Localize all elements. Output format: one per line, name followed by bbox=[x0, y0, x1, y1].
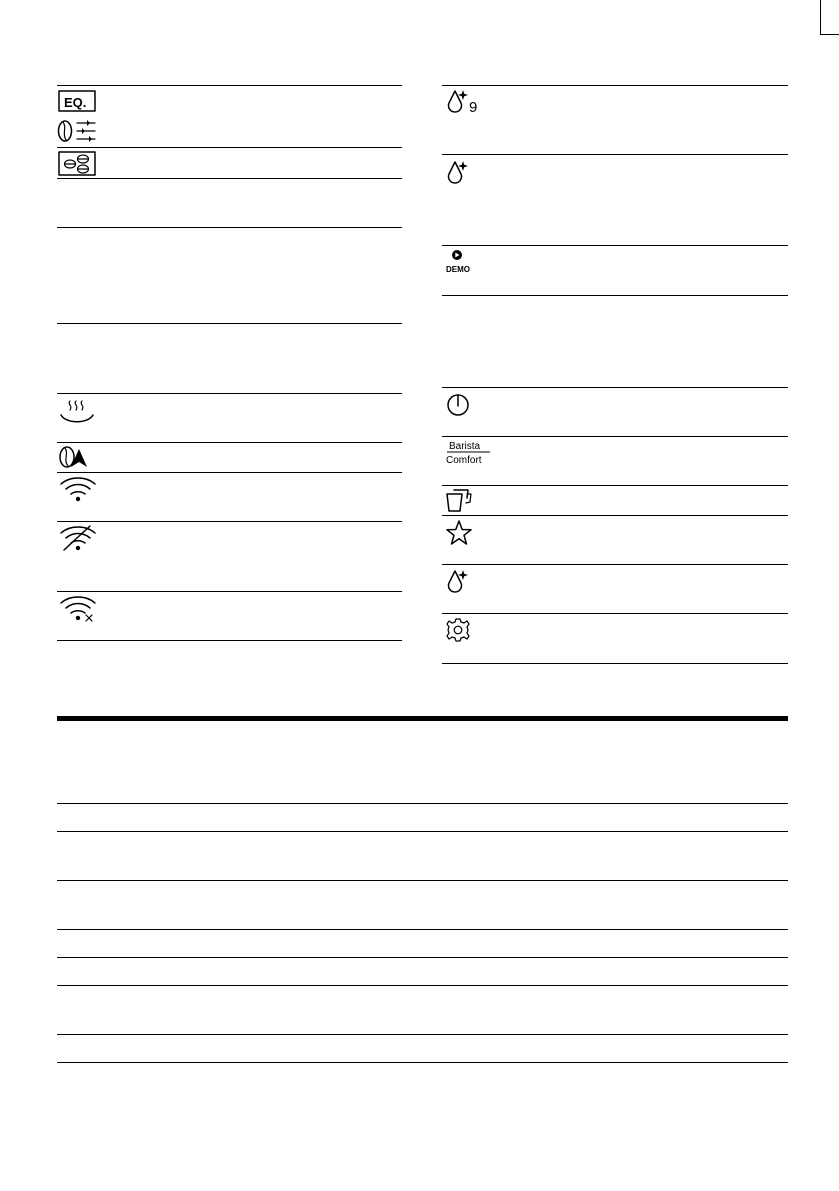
bottom-table-rule bbox=[57, 1062, 788, 1063]
barista-comfort-icon bbox=[445, 440, 493, 468]
wifi-icon bbox=[58, 476, 98, 504]
wifi-error-icon bbox=[58, 595, 98, 623]
right-table-rule bbox=[442, 295, 788, 296]
eq-icon bbox=[58, 89, 98, 113]
descale-count-icon bbox=[444, 88, 484, 116]
right-table-rule bbox=[442, 663, 788, 664]
page-corner-mark bbox=[820, 0, 839, 35]
left-table-rule bbox=[57, 472, 402, 473]
bean-aroma-icon bbox=[57, 445, 97, 471]
right-table-rule bbox=[442, 436, 788, 437]
bottom-table-rule bbox=[57, 985, 788, 986]
right-table-rule bbox=[442, 387, 788, 388]
right-table-rule bbox=[442, 245, 788, 246]
cup-heater-icon bbox=[58, 397, 98, 427]
right-table-rule bbox=[442, 154, 788, 155]
bottom-table-rule bbox=[57, 803, 788, 804]
left-table-rule bbox=[57, 147, 402, 148]
right-table-rule bbox=[442, 613, 788, 614]
svg-text:EQ.: EQ. bbox=[64, 95, 87, 110]
left-table-rule bbox=[57, 393, 402, 394]
beans-container-icon bbox=[58, 151, 98, 177]
gear-icon bbox=[444, 617, 484, 647]
svg-text:Barista: Barista bbox=[449, 441, 481, 452]
bean-settings-icon bbox=[57, 118, 99, 146]
bottom-table-rule bbox=[57, 880, 788, 881]
right-table-rule bbox=[442, 485, 788, 486]
bottom-table-rule bbox=[57, 957, 788, 958]
bottom-table-rule bbox=[57, 831, 788, 832]
wifi-off-icon bbox=[58, 525, 98, 553]
bottom-table-header-rule bbox=[57, 716, 788, 721]
left-table-rule bbox=[57, 323, 402, 324]
svg-text:9: 9 bbox=[469, 99, 478, 116]
left-table-rule bbox=[57, 178, 402, 179]
two-cups-icon bbox=[445, 488, 485, 514]
left-table-rule bbox=[57, 442, 402, 443]
star-icon bbox=[444, 519, 484, 547]
bottom-table-rule bbox=[57, 1034, 788, 1035]
water-clean-icon bbox=[444, 568, 484, 596]
svg-text:DEMO: DEMO bbox=[446, 265, 470, 274]
clean-icon bbox=[444, 159, 484, 187]
demo-play-icon bbox=[445, 249, 485, 277]
left-table-rule bbox=[57, 227, 402, 228]
svg-text:Comfort: Comfort bbox=[446, 455, 482, 466]
left-table-rule bbox=[57, 591, 402, 592]
right-table-rule bbox=[442, 515, 788, 516]
right-table-rule bbox=[442, 564, 788, 565]
left-table-rule bbox=[57, 85, 402, 86]
left-table-rule bbox=[57, 640, 402, 641]
bottom-table-rule bbox=[57, 929, 788, 930]
right-table-rule bbox=[442, 85, 788, 86]
left-table-rule bbox=[57, 521, 402, 522]
power-icon bbox=[444, 391, 484, 421]
